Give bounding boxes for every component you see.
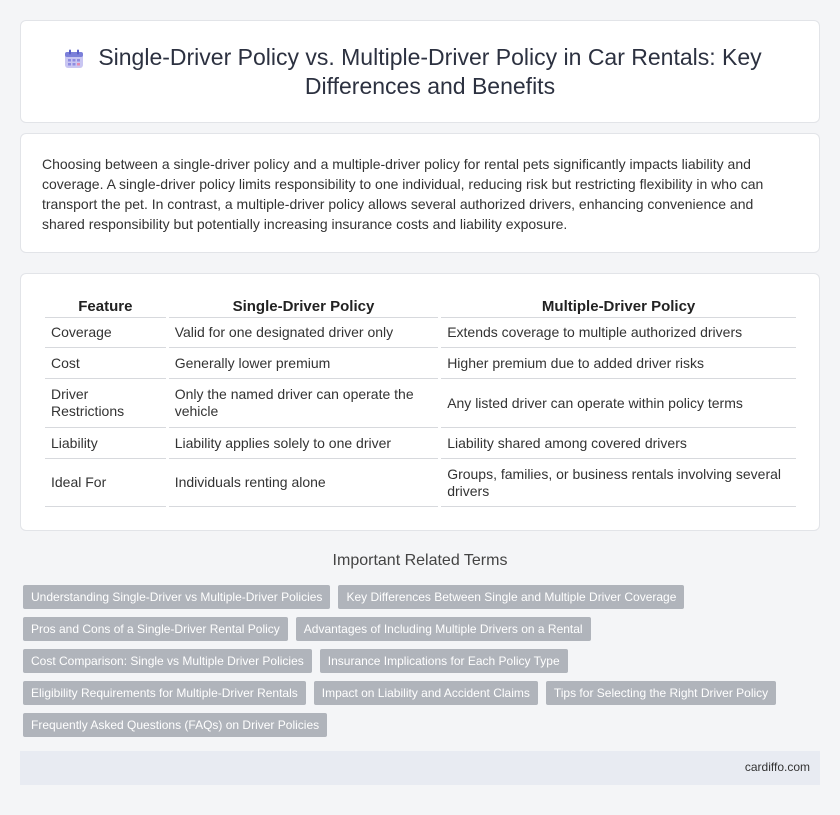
column-header-feature: Feature [45, 296, 166, 318]
related-term-tag[interactable]: Frequently Asked Questions (FAQs) on Driver Policies [23, 713, 327, 737]
table-cell-feature: Cost [45, 348, 166, 379]
table-row [45, 459, 796, 507]
table-header-row [45, 296, 796, 318]
table-cell-single: Generally lower premium [169, 348, 438, 379]
related-terms-tags [23, 585, 813, 745]
footer-site-link[interactable]: cardiffo.com [744, 760, 810, 774]
table-cell-feature: Coverage [45, 318, 166, 348]
table-row [45, 318, 796, 348]
table-cell-multiple: Higher premium due to added driver risks [441, 348, 796, 379]
related-terms-heading: Important Related Terms [332, 552, 508, 569]
intro-paragraph: Choosing between a single-driver policy and a multiple-driver policy for rental pets significantly impacts liability and coverage. A single-driver policy limits responsibility to one individual, reducing risk but restricting flexibility in who can transport the pet. In contrast, a multiple-driver policy allows several authorized drivers, enhancing convenience and shared responsibility but potentially increasing insurance costs and liability exposure. [42, 156, 764, 232]
table-row [45, 379, 796, 428]
table-cell-single: Only the named driver can operate the vehicle [169, 379, 438, 428]
page-title: Single-Driver Policy vs. Multiple-Driver Policy in Car Rentals: Key Differences and Benefits [98, 44, 762, 99]
related-term-tag[interactable]: Understanding Single-Driver vs Multiple-Driver Policies [23, 585, 330, 609]
footer [20, 751, 820, 785]
related-term-tag[interactable]: Cost Comparison: Single vs Multiple Driver Policies [23, 649, 312, 673]
table-row [45, 428, 796, 459]
related-term-tag[interactable]: Advantages of Including Multiple Drivers on a Rental [296, 617, 591, 641]
header-card [20, 20, 820, 123]
related-term-tag[interactable]: Insurance Implications for Each Policy Type [320, 649, 568, 673]
table-cell-single: Liability applies solely to one driver [169, 428, 438, 459]
table-cell-single: Individuals renting alone [169, 459, 438, 507]
table-cell-single: Valid for one designated driver only [169, 318, 438, 348]
table-cell-multiple: Liability shared among covered drivers [441, 428, 796, 459]
table-cell-feature: Liability [45, 428, 166, 459]
table-row [45, 348, 796, 379]
related-term-tag[interactable]: Eligibility Requirements for Multiple-Driver Rentals [23, 681, 306, 705]
related-term-tag[interactable]: Pros and Cons of a Single-Driver Rental Policy [23, 617, 288, 641]
comparison-table-card [20, 273, 820, 531]
related-term-tag[interactable]: Impact on Liability and Accident Claims [314, 681, 538, 705]
related-term-tag[interactable]: Tips for Selecting the Right Driver Policy [546, 681, 776, 705]
table-cell-multiple: Extends coverage to multiple authorized drivers [441, 318, 796, 348]
table-cell-multiple: Any listed driver can operate within policy terms [441, 379, 796, 428]
table-cell-feature: Ideal For [45, 459, 166, 507]
related-term-tag[interactable]: Key Differences Between Single and Multiple Driver Coverage [338, 585, 684, 609]
column-header-single-driver: Single-Driver Policy [169, 296, 438, 318]
comparison-table [42, 296, 799, 507]
table-cell-feature: Driver Restrictions [45, 379, 166, 428]
intro-card [20, 133, 820, 253]
table-cell-multiple: Groups, families, or business rentals involving several drivers [441, 459, 796, 507]
column-header-multiple-driver: Multiple-Driver Policy [441, 296, 796, 318]
